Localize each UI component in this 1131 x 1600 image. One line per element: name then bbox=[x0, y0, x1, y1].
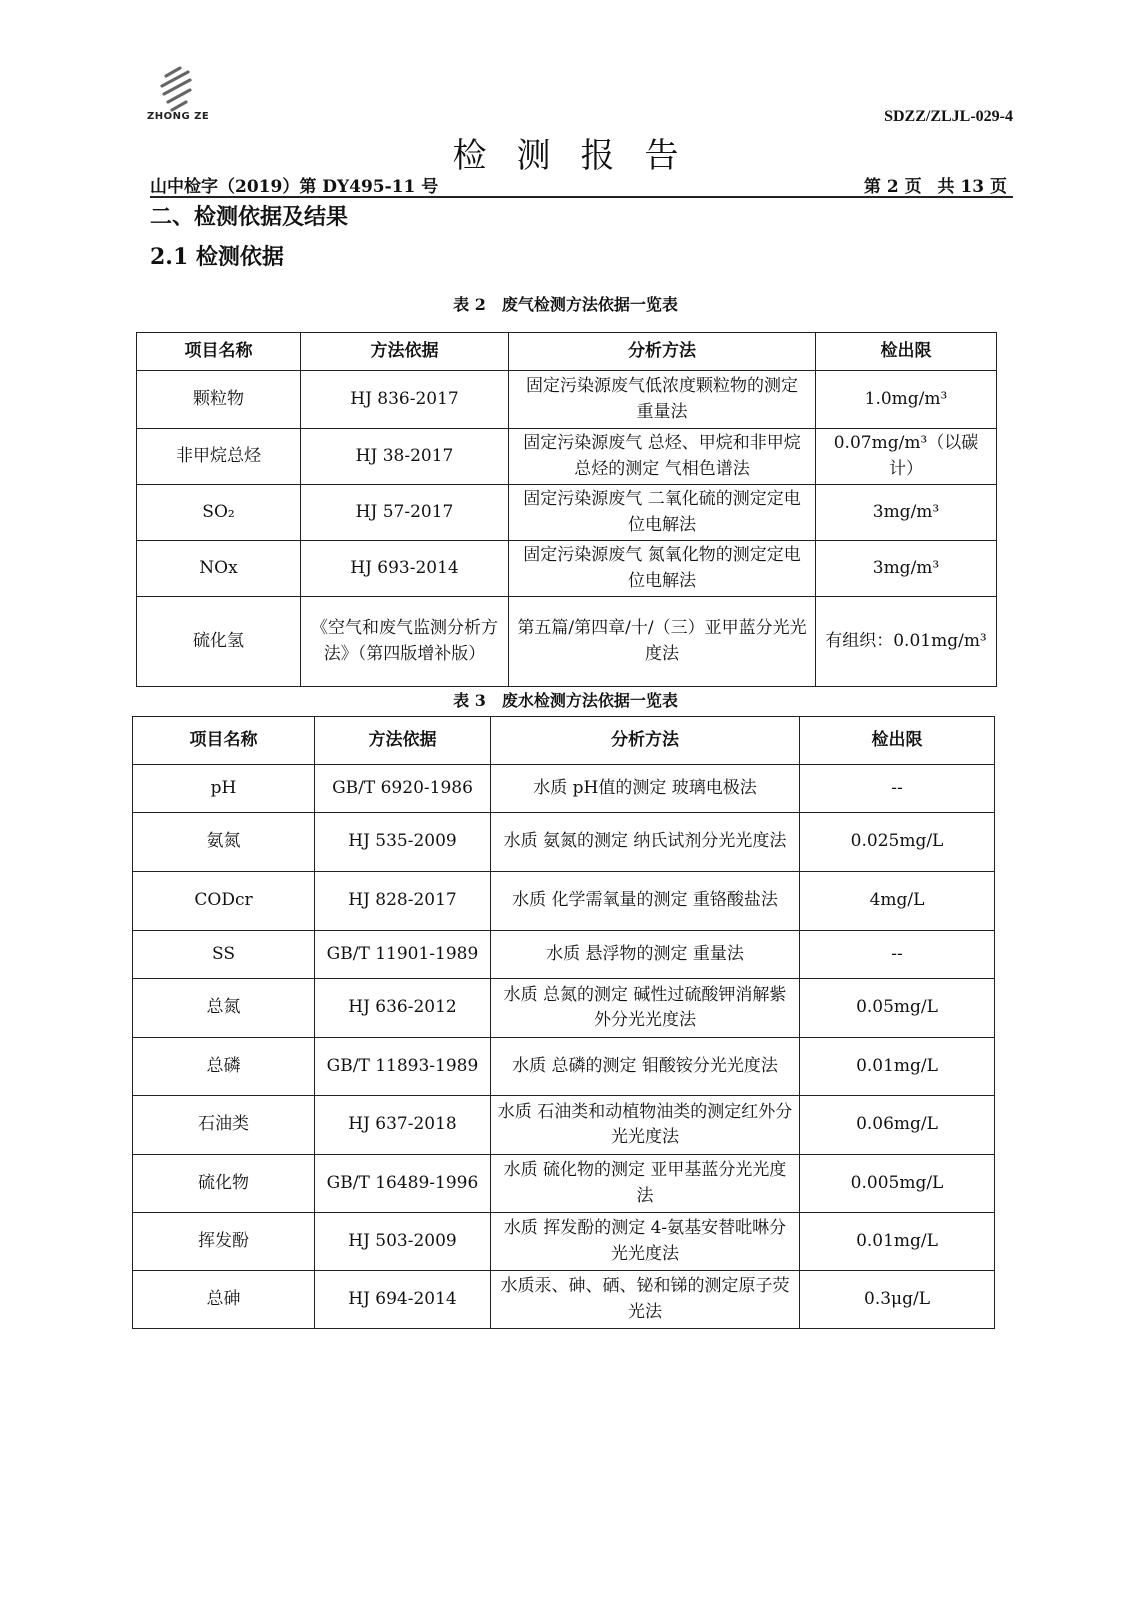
item-name-cell: pH bbox=[133, 765, 315, 813]
item-name-cell: NOx bbox=[137, 541, 301, 597]
method-basis-cell: HJ 535-2009 bbox=[315, 813, 491, 872]
table-row bbox=[133, 979, 995, 1038]
item-name-cell: 非甲烷总烃 bbox=[137, 429, 301, 485]
detection-limit-cell: 4mg/L bbox=[800, 872, 995, 931]
column-header: 检出限 bbox=[800, 717, 995, 765]
method-basis-cell: GB/T 11901-1989 bbox=[315, 931, 491, 979]
page-indicator bbox=[854, 172, 1007, 197]
table-row bbox=[133, 765, 995, 813]
analysis-method-cell: 水质 石油类和动植物油类的测定红外分光光度法 bbox=[491, 1096, 800, 1155]
table-header-row bbox=[137, 333, 997, 371]
table-row bbox=[137, 371, 997, 429]
method-basis-cell: HJ 637-2018 bbox=[315, 1096, 491, 1155]
analysis-method-cell: 固定污染源废气 总烃、甲烷和非甲烷总烃的测定 气相色谱法 bbox=[509, 429, 816, 485]
method-basis-cell: HJ 694-2014 bbox=[315, 1271, 491, 1329]
report-number: 山中检字（2019）第 DY495-11 号 bbox=[150, 177, 439, 197]
detection-limit-cell: 0.07mg/m³（以碳计） bbox=[816, 429, 997, 485]
detection-limit-cell: 0.01mg/L bbox=[800, 1038, 995, 1096]
detection-limit-cell: 有组织：0.01mg/m³ bbox=[816, 597, 997, 687]
waste-gas-methods-table bbox=[136, 332, 997, 687]
item-name-cell: 硫化氢 bbox=[137, 597, 301, 687]
section-title: 二、检测依据及结果 bbox=[150, 204, 349, 230]
detection-limit-cell: 0.005mg/L bbox=[800, 1155, 995, 1213]
item-name-cell: SS bbox=[133, 931, 315, 979]
item-name-cell: 氨氮 bbox=[133, 813, 315, 872]
waste-water-methods-table bbox=[132, 716, 995, 1329]
detection-limit-cell: 0.05mg/L bbox=[800, 979, 995, 1038]
column-header: 项目名称 bbox=[133, 717, 315, 765]
analysis-method-cell: 水质 化学需氧量的测定 重铬酸盐法 bbox=[491, 872, 800, 931]
detection-limit-cell: -- bbox=[800, 931, 995, 979]
analysis-method-cell: 水质 挥发酚的测定 4-氨基安替吡啉分光光度法 bbox=[491, 1213, 800, 1271]
analysis-method-cell: 水质 硫化物的测定 亚甲基蓝分光光度法 bbox=[491, 1155, 800, 1213]
method-basis-cell: HJ 57-2017 bbox=[301, 485, 509, 541]
item-name-cell: 颗粒物 bbox=[137, 371, 301, 429]
table-row bbox=[133, 1271, 995, 1329]
analysis-method-cell: 水质 氨氮的测定 纳氏试剂分光光度法 bbox=[491, 813, 800, 872]
analysis-method-cell: 第五篇/第四章/十/（三）亚甲蓝分光光度法 bbox=[509, 597, 816, 687]
item-name-cell: 硫化物 bbox=[133, 1155, 315, 1213]
table-row bbox=[133, 931, 995, 979]
table3-caption: 表 3 废水检测方法依据一览表 bbox=[453, 691, 678, 710]
table-row bbox=[137, 429, 997, 485]
item-name-cell: CODcr bbox=[133, 872, 315, 931]
method-basis-cell: HJ 693-2014 bbox=[301, 541, 509, 597]
analysis-method-cell: 固定污染源废气低浓度颗粒物的测定 重量法 bbox=[509, 371, 816, 429]
detection-limit-cell: 3mg/m³ bbox=[816, 541, 997, 597]
page-total: 共 13 页 bbox=[937, 177, 1007, 197]
table-row bbox=[133, 872, 995, 931]
method-basis-cell: GB/T 11893-1989 bbox=[315, 1038, 491, 1096]
page-number: 第 2 页 bbox=[863, 177, 922, 197]
method-basis-cell: HJ 38-2017 bbox=[301, 429, 509, 485]
method-basis-cell: GB/T 6920-1986 bbox=[315, 765, 491, 813]
logo-text: ZHONG ZE bbox=[147, 111, 210, 122]
table-row bbox=[137, 541, 997, 597]
detection-limit-cell: 1.0mg/m³ bbox=[816, 371, 997, 429]
item-name-cell: 总氮 bbox=[133, 979, 315, 1038]
analysis-method-cell: 水质 总磷的测定 钼酸铵分光光度法 bbox=[491, 1038, 800, 1096]
analysis-method-cell: 水质 pH值的测定 玻璃电极法 bbox=[491, 765, 800, 813]
table-row bbox=[137, 485, 997, 541]
table2-caption: 表 2 废气检测方法依据一览表 bbox=[453, 295, 678, 314]
analysis-method-cell: 水质汞、砷、硒、铋和锑的测定原子荧光法 bbox=[491, 1271, 800, 1329]
table-row bbox=[137, 597, 997, 687]
analysis-method-cell: 水质 总氮的测定 碱性过硫酸钾消解紫外分光光度法 bbox=[491, 979, 800, 1038]
analysis-method-cell: 水质 悬浮物的测定 重量法 bbox=[491, 931, 800, 979]
subsection-title: 2.1 检测依据 bbox=[150, 244, 284, 270]
method-basis-cell: HJ 828-2017 bbox=[315, 872, 491, 931]
detection-limit-cell: 0.06mg/L bbox=[800, 1096, 995, 1155]
table-row bbox=[133, 1096, 995, 1155]
detection-limit-cell: -- bbox=[800, 765, 995, 813]
document-code: SDZZ/ZLJL-029-4 bbox=[884, 108, 1013, 125]
document-title: 检测报告 bbox=[452, 136, 709, 176]
analysis-method-cell: 固定污染源废气 二氧化硫的测定定电位电解法 bbox=[509, 485, 816, 541]
detection-limit-cell: 0.3μg/L bbox=[800, 1271, 995, 1329]
column-header: 方法依据 bbox=[301, 333, 509, 371]
analysis-method-cell: 固定污染源废气 氮氧化物的测定定电位电解法 bbox=[509, 541, 816, 597]
item-name-cell: 总磷 bbox=[133, 1038, 315, 1096]
table-header-row bbox=[133, 717, 995, 765]
column-header: 分析方法 bbox=[491, 717, 800, 765]
item-name-cell: 总砷 bbox=[133, 1271, 315, 1329]
table-row bbox=[133, 1038, 995, 1096]
table-row bbox=[133, 1213, 995, 1271]
item-name-cell: SO₂ bbox=[137, 485, 301, 541]
table-row bbox=[133, 813, 995, 872]
item-name-cell: 挥发酚 bbox=[133, 1213, 315, 1271]
method-basis-cell: HJ 503-2009 bbox=[315, 1213, 491, 1271]
table-row bbox=[133, 1155, 995, 1213]
item-name-cell: 石油类 bbox=[133, 1096, 315, 1155]
detection-limit-cell: 3mg/m³ bbox=[816, 485, 997, 541]
detection-limit-cell: 0.025mg/L bbox=[800, 813, 995, 872]
column-header: 方法依据 bbox=[315, 717, 491, 765]
column-header: 项目名称 bbox=[137, 333, 301, 371]
column-header: 分析方法 bbox=[509, 333, 816, 371]
column-header: 检出限 bbox=[816, 333, 997, 371]
method-basis-cell: HJ 836-2017 bbox=[301, 371, 509, 429]
report-reference-row bbox=[150, 172, 1013, 198]
method-basis-cell: HJ 636-2012 bbox=[315, 979, 491, 1038]
detection-limit-cell: 0.01mg/L bbox=[800, 1213, 995, 1271]
method-basis-cell: 《空气和废气监测分析方法》（第四版增补版） bbox=[301, 597, 509, 687]
method-basis-cell: GB/T 16489-1996 bbox=[315, 1155, 491, 1213]
